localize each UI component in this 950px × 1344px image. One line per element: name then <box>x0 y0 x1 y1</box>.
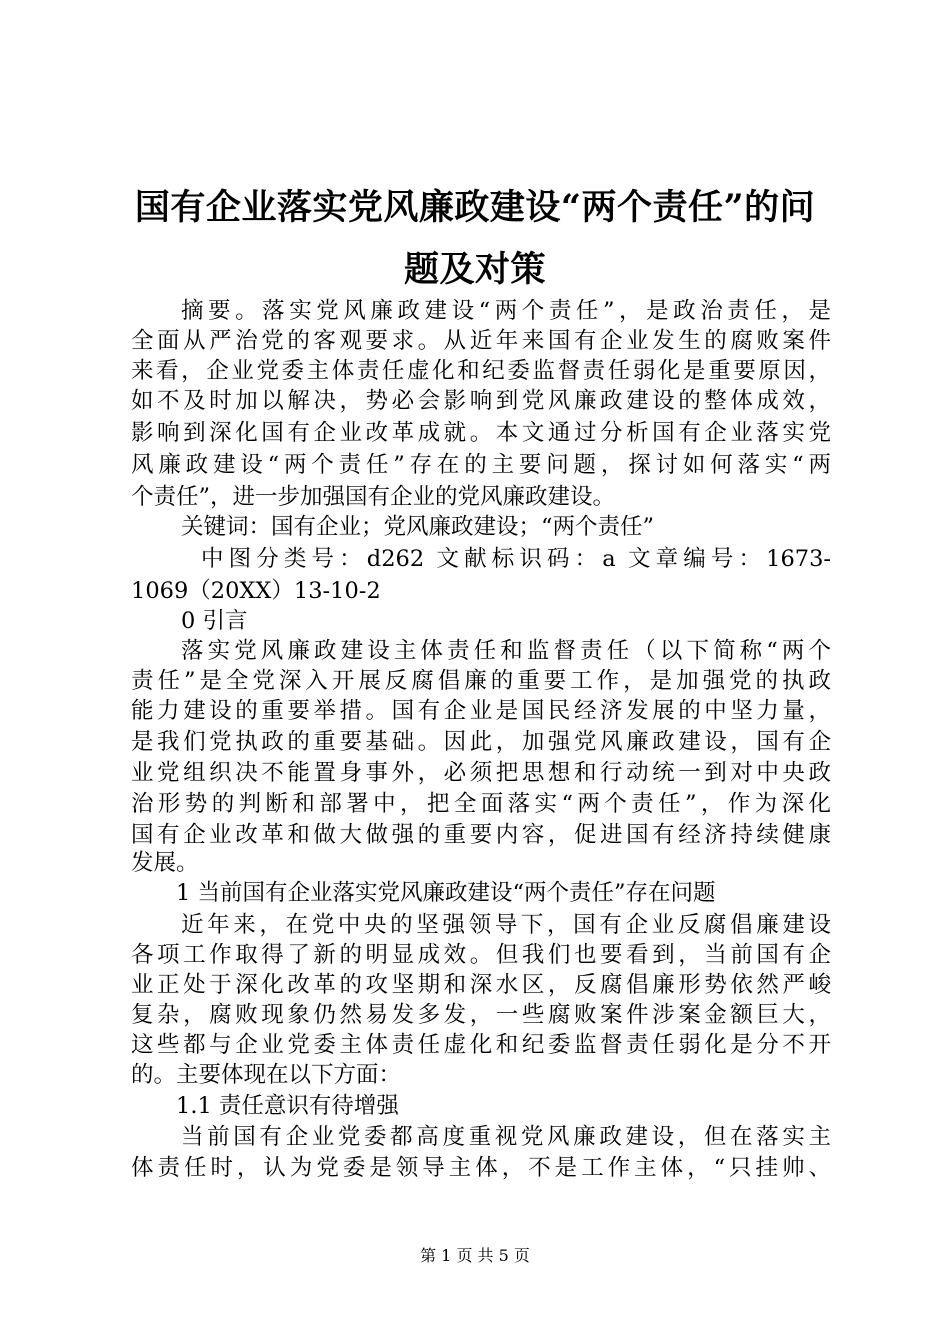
body-line: 这些都与企业党委主体责任虚化和纪委监督责任弱化是分不开 <box>131 1032 831 1058</box>
abstract-line: 来看，企业党委主体责任虚化和纪委监督责任弱化是重要原因， <box>131 358 831 384</box>
body-line: 治形势的判断和部署中，把全面落实“两个责任”，作为深化 <box>131 791 831 817</box>
body-line: 发展。 <box>131 850 199 876</box>
body-line: 复杂，腐败现象仍然易发多发，一些腐败案件涉案金额巨大， <box>131 1002 831 1028</box>
keywords-line: 关键词：国有企业；党风廉政建设；“两个责任” <box>181 514 655 540</box>
abstract-line: 个责任”，进一步加强国有企业的党风廉政建设。 <box>131 484 616 510</box>
body-line: 体责任时，认为党委是领导主体，不是工作主体，“只挂帅、 <box>131 1155 831 1181</box>
body-line: 业党组织决不能置身事外，必须把思想和行动统一到对中央政 <box>131 760 831 786</box>
section-heading: 0 引言 <box>181 608 248 634</box>
body-line: 当前国有企业党委都高度重视党风廉政建设，但在落实主 <box>181 1124 831 1150</box>
classification-line: 1069（20XX）13-10-2 <box>131 578 381 604</box>
document-title-line-1: 国有企业落实党风廉政建设“两个责任”的问 <box>134 187 816 228</box>
body-line: 的。主要体现在以下方面： <box>131 1062 402 1088</box>
abstract-line: 如不及时加以解决，势必会影响到党风廉政建设的整体成效， <box>131 388 831 414</box>
body-line: 能力建设的重要举措。国有企业是国民经济发展的中坚力量， <box>131 698 831 724</box>
section-heading: 1 当前国有企业落实党风廉政建设“两个责任”存在问题 <box>176 880 716 906</box>
body-line: 近年来，在党中央的坚强领导下，国有企业反腐倡廉建设 <box>181 912 831 938</box>
page-footer: 第 1 页 共 5 页 <box>420 1246 530 1265</box>
body-line: 国有企业改革和做大做强的重要内容，促进国有经济持续健康 <box>131 822 831 848</box>
classification-line: 中图分类号：d262 文献标识码：a 文章编号：1673- <box>201 546 831 572</box>
body-line: 责任”是全党深入开展反腐倡廉的重要工作，是加强党的执政 <box>131 668 831 694</box>
abstract-line: 全面从严治党的客观要求。从近年来国有企业发生的腐败案件 <box>131 328 831 354</box>
abstract-line: 摘要。落实党风廉政建设“两个责任”，是政治责任，是 <box>181 298 831 324</box>
body-line: 各项工作取得了新的明显成效。但我们也要看到，当前国有企 <box>131 942 831 968</box>
abstract-line: 影响到深化国有企业改革成就。本文通过分析国有企业落实党 <box>131 420 831 446</box>
abstract-line: 风廉政建设“两个责任”存在的主要问题，探讨如何落实“两 <box>131 452 831 478</box>
document-title-line-2: 题及对策 <box>403 249 546 290</box>
body-line: 落实党风廉政建设主体责任和监督责任（以下简称“两个 <box>181 638 831 664</box>
subsection-heading: 1.1 责任意识有待增强 <box>176 1093 399 1119</box>
body-line: 是我们党执政的重要基础。因此，加强党风廉政建设，国有企 <box>131 729 831 755</box>
body-line: 业正处于深化改革的攻坚期和深水区，反腐倡廉形势依然严峻 <box>131 972 831 998</box>
